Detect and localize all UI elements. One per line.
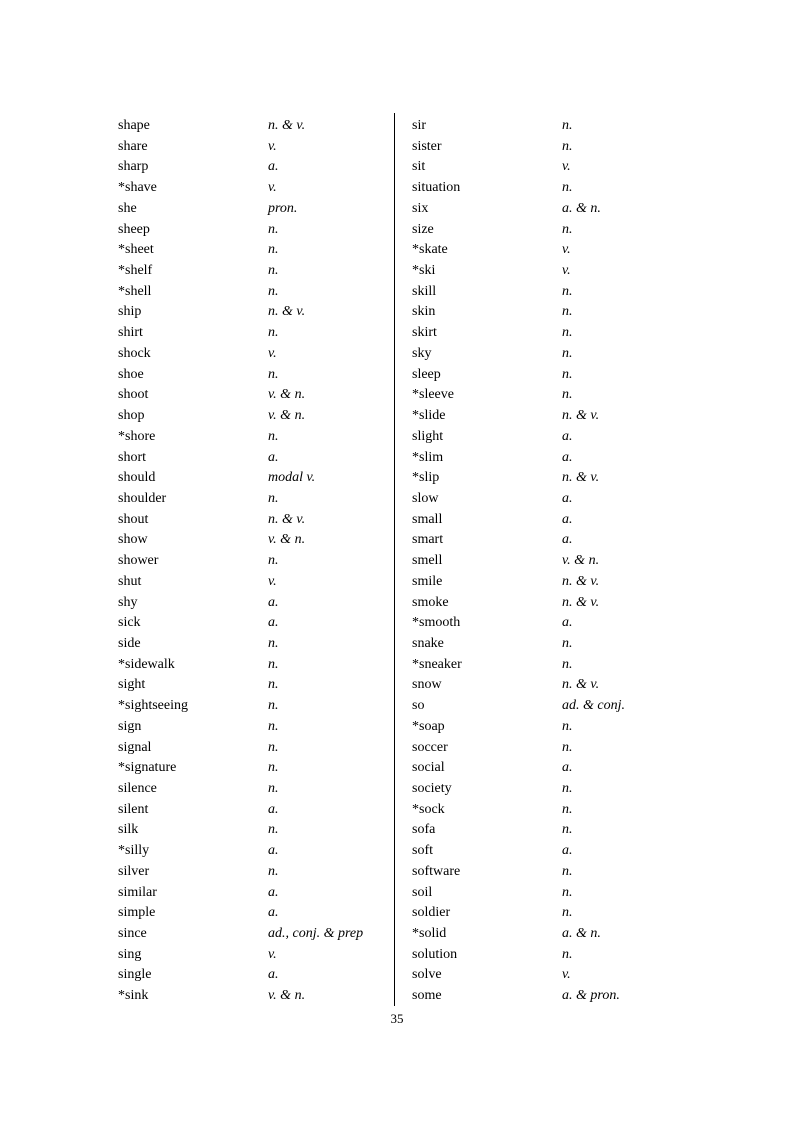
entry-word: sight: [118, 677, 146, 693]
entry-row: [412, 965, 684, 986]
entry-part-of-speech: v.: [562, 263, 571, 279]
entry-word: *sneaker: [412, 656, 462, 672]
entry-part-of-speech: n.: [562, 325, 573, 341]
entry-word: sign: [118, 718, 142, 734]
entry-word: ship: [118, 304, 142, 320]
entry-part-of-speech: a.: [562, 511, 573, 527]
entry-part-of-speech: v.: [268, 138, 277, 154]
entry-word: *ski: [412, 263, 436, 279]
entry-word: slight: [412, 428, 444, 444]
entry-word: smart: [412, 532, 444, 548]
entry-row: [412, 323, 684, 344]
entry-part-of-speech: n.: [268, 739, 279, 755]
entry-row: [412, 510, 684, 531]
entry-row: [118, 551, 390, 572]
entry-word: *soap: [412, 718, 445, 734]
entry-row: [118, 448, 390, 469]
entry-row: [118, 903, 390, 924]
entry-word: *sidewalk: [118, 656, 175, 672]
entry-row: [412, 945, 684, 966]
entry-part-of-speech: n. & v.: [562, 573, 600, 589]
entry-part-of-speech: modal v.: [268, 470, 316, 486]
entry-part-of-speech: a.: [268, 967, 279, 983]
page-number: 35: [390, 1011, 404, 1026]
entry-word: snake: [412, 635, 444, 651]
entry-row: [412, 779, 684, 800]
entry-word: *smooth: [412, 615, 461, 631]
entry-part-of-speech: ad. & conj.: [562, 698, 625, 714]
entry-word: sleep: [412, 366, 441, 382]
entry-row: [412, 365, 684, 386]
entry-part-of-speech: n.: [268, 822, 279, 838]
entry-part-of-speech: n.: [562, 863, 573, 879]
entry-part-of-speech: a. & n.: [562, 200, 601, 216]
entry-row: [412, 489, 684, 510]
word-list-column-right: [412, 116, 684, 1007]
entry-row: [412, 696, 684, 717]
entry-part-of-speech: a.: [268, 801, 279, 817]
entry-row: [412, 282, 684, 303]
entry-row: [118, 240, 390, 261]
entry-row: [118, 261, 390, 282]
entry-part-of-speech: n.: [268, 760, 279, 776]
entry-row: [412, 261, 684, 282]
entry-row: [118, 613, 390, 634]
entry-part-of-speech: n.: [562, 946, 573, 962]
entry-row: [412, 468, 684, 489]
entry-word: slow: [412, 490, 439, 506]
entry-part-of-speech: n.: [562, 822, 573, 838]
entry-word: short: [118, 449, 146, 465]
entry-word: sky: [412, 345, 432, 361]
entry-part-of-speech: n.: [268, 863, 279, 879]
entry-part-of-speech: n.: [562, 221, 573, 237]
entry-part-of-speech: n.: [562, 801, 573, 817]
entry-part-of-speech: n.: [562, 180, 573, 196]
entry-word: social: [412, 760, 445, 776]
entry-row: [118, 220, 390, 241]
entry-part-of-speech: n.: [562, 718, 573, 734]
entry-row: [118, 986, 390, 1007]
entry-part-of-speech: n.: [268, 781, 279, 796]
entry-word: silent: [118, 801, 149, 817]
entry-row: [412, 448, 684, 469]
entry-row: [412, 116, 684, 137]
entry-row: [118, 924, 390, 945]
entry-row: [412, 157, 684, 178]
entry-word: sir: [412, 118, 426, 133]
entry-part-of-speech: v.: [268, 180, 277, 196]
entry-row: [118, 965, 390, 986]
entry-word: *skate: [412, 242, 448, 258]
entry-word: *slide: [412, 408, 446, 424]
entry-part-of-speech: a.: [268, 449, 279, 465]
entry-part-of-speech: n.: [268, 490, 279, 506]
entry-word: software: [412, 863, 461, 879]
entry-row: [118, 883, 390, 904]
entry-part-of-speech: n. & v.: [268, 118, 306, 133]
entry-word: society: [412, 781, 452, 796]
entry-word: smell: [412, 553, 443, 569]
entry-row: [118, 738, 390, 759]
entry-row: [412, 572, 684, 593]
entry-word: sick: [118, 615, 141, 631]
entry-part-of-speech: v.: [268, 946, 277, 962]
entry-word: skirt: [412, 325, 437, 341]
entry-word: silver: [118, 863, 150, 879]
entry-row: [412, 738, 684, 759]
entry-part-of-speech: pron.: [268, 200, 298, 216]
entry-part-of-speech: v.: [562, 159, 571, 175]
entry-part-of-speech: a.: [562, 760, 573, 776]
entry-word: since: [118, 926, 147, 942]
entry-word: should: [118, 470, 156, 486]
entry-row: [412, 178, 684, 199]
entry-word: sofa: [412, 822, 436, 838]
entry-row: [118, 675, 390, 696]
entry-part-of-speech: v.: [562, 967, 571, 983]
entry-row: [412, 199, 684, 220]
entry-word: *sink: [118, 988, 149, 1004]
entry-part-of-speech: n.: [562, 739, 573, 755]
entry-part-of-speech: n.: [562, 304, 573, 320]
entry-part-of-speech: n.: [268, 656, 279, 672]
entry-word: *slim: [412, 449, 444, 465]
entry-word: show: [118, 532, 148, 548]
entry-row: [118, 800, 390, 821]
entry-part-of-speech: n.: [562, 781, 573, 796]
entry-part-of-speech: a.: [562, 532, 573, 548]
entry-part-of-speech: v.: [268, 345, 277, 361]
entry-row: [118, 323, 390, 344]
entry-part-of-speech: a.: [268, 884, 279, 900]
entry-row: [412, 655, 684, 676]
entry-word: *sightseeing: [118, 698, 188, 714]
entry-part-of-speech: v.: [268, 573, 277, 589]
entry-row: [412, 758, 684, 779]
entry-part-of-speech: v.: [562, 242, 571, 258]
entry-word: some: [412, 988, 442, 1004]
entry-row: [118, 365, 390, 386]
entry-part-of-speech: a. & pron.: [562, 988, 620, 1004]
entry-word: solution: [412, 946, 458, 962]
entry-part-of-speech: n. & v.: [268, 304, 306, 320]
entry-part-of-speech: a.: [562, 428, 573, 444]
entry-part-of-speech: n.: [268, 635, 279, 651]
entry-word: side: [118, 635, 141, 651]
entry-word: sharp: [118, 159, 149, 175]
entry-word: size: [412, 221, 434, 237]
entry-part-of-speech: n.: [562, 138, 573, 154]
entry-word: soil: [412, 884, 433, 900]
entry-part-of-speech: n.: [562, 345, 573, 361]
entry-word: snow: [412, 677, 442, 693]
entry-part-of-speech: a.: [268, 843, 279, 859]
entry-part-of-speech: n.: [562, 387, 573, 403]
entry-word: single: [118, 967, 152, 983]
entry-word: soft: [412, 843, 433, 859]
entry-row: [118, 282, 390, 303]
entry-word: smoke: [412, 594, 449, 610]
entry-row: [412, 986, 684, 1007]
entry-word: shop: [118, 408, 145, 424]
entry-part-of-speech: v. & n.: [268, 988, 306, 1004]
entry-row: [412, 240, 684, 261]
entry-word: shut: [118, 573, 142, 589]
entry-row: [118, 820, 390, 841]
entry-row: [412, 137, 684, 158]
entry-word: soldier: [412, 905, 451, 921]
entry-part-of-speech: a.: [562, 615, 573, 631]
entry-row: [118, 427, 390, 448]
entry-row: [412, 302, 684, 323]
entry-part-of-speech: n.: [268, 677, 279, 693]
entry-word: shoe: [118, 366, 144, 382]
entry-row: [412, 593, 684, 614]
entry-part-of-speech: v. & n.: [268, 387, 306, 403]
entry-row: [412, 530, 684, 551]
entry-word: shape: [118, 118, 150, 133]
entry-row: [118, 779, 390, 800]
entry-row: [412, 903, 684, 924]
entry-part-of-speech: n.: [562, 905, 573, 921]
entry-word: *signature: [118, 760, 177, 776]
entry-word: shout: [118, 511, 149, 527]
entry-word: sit: [412, 159, 426, 175]
entry-word: silk: [118, 822, 139, 838]
entry-row: [412, 427, 684, 448]
entry-part-of-speech: n. & v.: [562, 594, 600, 610]
entry-row: [118, 696, 390, 717]
entry-row: [412, 406, 684, 427]
entry-part-of-speech: n. & v.: [268, 511, 306, 527]
entry-row: [412, 883, 684, 904]
entry-part-of-speech: a.: [562, 490, 573, 506]
entry-part-of-speech: n.: [268, 698, 279, 714]
entry-row: [412, 385, 684, 406]
entry-row: [412, 717, 684, 738]
entry-row: [118, 137, 390, 158]
entry-part-of-speech: n. & v.: [562, 677, 600, 693]
entry-row: [412, 551, 684, 572]
entry-part-of-speech: n.: [268, 428, 279, 444]
entry-word: *shell: [118, 283, 152, 299]
entry-part-of-speech: n.: [562, 635, 573, 651]
entry-word: small: [412, 511, 443, 527]
entry-part-of-speech: n.: [562, 283, 573, 299]
entry-word: smile: [412, 573, 443, 589]
entry-part-of-speech: ad., conj. & prep: [268, 926, 364, 942]
entry-word: shoulder: [118, 490, 167, 506]
entry-part-of-speech: n.: [268, 283, 279, 299]
entry-row: [118, 302, 390, 323]
entry-part-of-speech: v. & n.: [268, 408, 306, 424]
entry-part-of-speech: n.: [268, 221, 279, 237]
entry-word: *sheet: [118, 242, 154, 258]
entry-word: similar: [118, 884, 157, 900]
entry-word: *shore: [118, 428, 156, 444]
entry-word: signal: [118, 739, 152, 755]
entry-row: [118, 593, 390, 614]
entry-word: soccer: [412, 739, 448, 755]
entry-word: *shelf: [118, 263, 153, 279]
entry-row: [118, 385, 390, 406]
entry-row: [118, 178, 390, 199]
entry-row: [412, 220, 684, 241]
entry-part-of-speech: a.: [268, 159, 279, 175]
entry-word: simple: [118, 905, 156, 921]
entry-part-of-speech: n.: [268, 366, 279, 382]
entry-row: [118, 468, 390, 489]
entry-part-of-speech: n. & v.: [562, 470, 600, 486]
entry-row: [412, 800, 684, 821]
entry-row: [412, 841, 684, 862]
entry-part-of-speech: a.: [268, 905, 279, 921]
entry-row: [412, 862, 684, 883]
entry-word: she: [118, 200, 137, 216]
entry-word: skill: [412, 283, 437, 299]
entry-part-of-speech: v. & n.: [268, 532, 306, 548]
entry-row: [412, 344, 684, 365]
word-list-column-left: [118, 116, 390, 1007]
entry-row: [412, 675, 684, 696]
entry-row: [412, 820, 684, 841]
entry-row: [118, 406, 390, 427]
entry-part-of-speech: n.: [268, 718, 279, 734]
entry-row: [118, 530, 390, 551]
entry-word: shy: [118, 594, 138, 610]
entry-row: [118, 116, 390, 137]
entry-word: *shave: [118, 180, 157, 196]
entry-word: silence: [118, 781, 157, 796]
entry-part-of-speech: n.: [562, 656, 573, 672]
entry-word: *slip: [412, 470, 440, 486]
entry-word: shoot: [118, 387, 149, 403]
entry-row: [118, 572, 390, 593]
entry-row: [118, 157, 390, 178]
entry-word: sheep: [118, 221, 150, 237]
entry-row: [118, 489, 390, 510]
entry-part-of-speech: a.: [562, 843, 573, 859]
entry-word: solve: [412, 967, 442, 983]
entry-row: [118, 862, 390, 883]
entry-word: *sock: [412, 801, 445, 817]
entry-part-of-speech: n.: [268, 325, 279, 341]
entry-word: share: [118, 138, 148, 154]
entry-word: so: [412, 698, 425, 714]
entry-word: shower: [118, 553, 159, 569]
entry-part-of-speech: n.: [268, 263, 279, 279]
entry-word: sister: [412, 138, 442, 154]
entry-part-of-speech: n.: [268, 242, 279, 258]
entry-word: *silly: [118, 843, 150, 859]
entry-row: [118, 717, 390, 738]
entry-part-of-speech: v. & n.: [562, 553, 600, 569]
entry-word: six: [412, 200, 429, 216]
entry-row: [412, 634, 684, 655]
entry-word: sing: [118, 946, 142, 962]
entry-part-of-speech: n. & v.: [562, 408, 600, 424]
entry-part-of-speech: a.: [562, 449, 573, 465]
entry-row: [118, 344, 390, 365]
entry-part-of-speech: a.: [268, 594, 279, 610]
entry-word: *solid: [412, 926, 447, 942]
entry-row: [118, 945, 390, 966]
entry-row: [118, 655, 390, 676]
entry-row: [412, 613, 684, 634]
entry-word: shirt: [118, 325, 143, 341]
entry-part-of-speech: n.: [562, 366, 573, 382]
entry-row: [118, 510, 390, 531]
entry-word: shock: [118, 345, 151, 361]
column-divider: [394, 113, 395, 1006]
entry-word: situation: [412, 180, 461, 196]
entry-row: [412, 924, 684, 945]
entry-part-of-speech: n.: [562, 118, 573, 133]
entry-word: *sleeve: [412, 387, 454, 403]
entry-row: [118, 634, 390, 655]
entry-row: [118, 758, 390, 779]
entry-row: [118, 199, 390, 220]
entry-word: skin: [412, 304, 436, 320]
entry-row: [118, 841, 390, 862]
entry-part-of-speech: a. & n.: [562, 926, 601, 942]
entry-part-of-speech: n.: [562, 884, 573, 900]
entry-part-of-speech: a.: [268, 615, 279, 631]
entry-part-of-speech: n.: [268, 553, 279, 569]
